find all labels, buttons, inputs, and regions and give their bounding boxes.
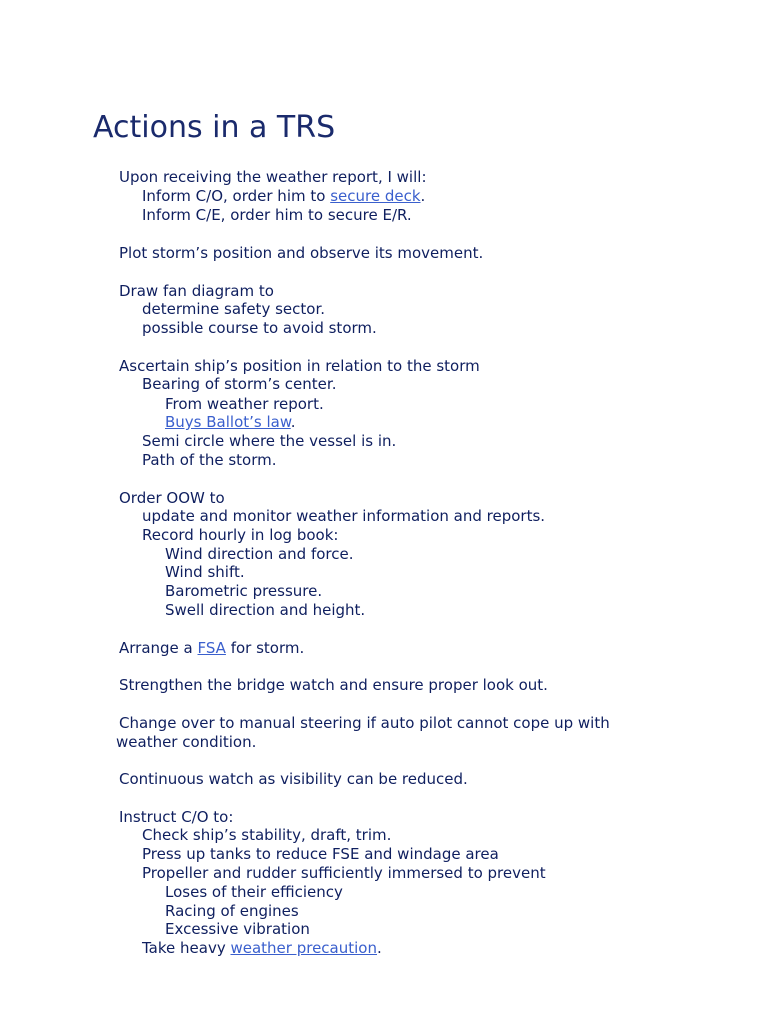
- change-over-line: Change over to manual steering if auto pilot cannot cope up with: [119, 714, 610, 732]
- wind-direction-line: Wind direction and force.: [165, 545, 354, 563]
- intro-line: Upon receiving the weather report, I will:: [119, 168, 427, 186]
- vibration-line: Excessive vibration: [165, 920, 310, 938]
- fsa-link[interactable]: FSA: [197, 639, 226, 657]
- fan-diagram-line: Draw fan diagram to: [119, 282, 274, 300]
- inform-co-text: Inform C/O, order him to: [142, 187, 331, 205]
- page-title: Actions in a TRS: [93, 110, 336, 145]
- continuous-watch-line: Continuous watch as visibility can be reduced.: [119, 770, 468, 788]
- arrange-suffix: for storm.: [225, 639, 305, 657]
- heavy-weather-line: [142, 939, 382, 958]
- buys-ballot-line: [165, 413, 296, 432]
- buys-ballot-period: .: [290, 413, 296, 431]
- arrange-fsa-line: [119, 639, 304, 658]
- take-heavy-period: .: [377, 939, 382, 957]
- path-line: Path of the storm.: [142, 451, 277, 469]
- take-heavy-text: Take heavy: [142, 939, 231, 957]
- check-stability-line: Check ship’s stability, draft, trim.: [142, 826, 392, 844]
- press-up-line: Press up tanks to reduce FSE and windage area: [142, 845, 499, 863]
- plot-storm-line: Plot storm’s position and observe its movement.: [119, 244, 484, 262]
- inform-ce-line: Inform C/E, order him to secure E/R.: [142, 206, 412, 224]
- inform-co-period: .: [420, 187, 426, 205]
- racing-line: Racing of engines: [165, 902, 299, 920]
- update-monitor-line: update and monitor weather information and reports.: [142, 507, 546, 525]
- secure-deck-link[interactable]: secure deck: [330, 187, 421, 205]
- semi-circle-line: Semi circle where the vessel is in.: [142, 432, 397, 450]
- wind-shift-line: Wind shift.: [165, 563, 245, 581]
- loses-line: Loses of their efficiency: [165, 883, 343, 901]
- weather-condition-line: weather condition.: [116, 733, 257, 751]
- from-report-line: From weather report.: [165, 395, 324, 413]
- possible-course-line: possible course to avoid storm.: [142, 319, 377, 337]
- arrange-text: Arrange a: [119, 639, 198, 657]
- bearing-line: Bearing of storm’s center.: [142, 375, 337, 393]
- order-oow-line: Order OOW to: [119, 489, 225, 507]
- weather-precaution-link[interactable]: weather precaution: [230, 939, 377, 957]
- barometric-line: Barometric pressure.: [165, 582, 323, 600]
- record-hourly-line: Record hourly in log book:: [142, 526, 339, 544]
- buys-ballot-link[interactable]: Buys Ballot’s law: [165, 413, 291, 431]
- propeller-line: Propeller and rudder sufficiently immersed to prevent: [142, 864, 546, 882]
- inform-co-line: [142, 187, 425, 206]
- ascertain-line: Ascertain ship’s position in relation to the storm: [119, 357, 480, 375]
- instruct-co-line: Instruct C/O to:: [119, 808, 234, 826]
- swell-line: Swell direction and height.: [165, 601, 366, 619]
- safety-sector-line: determine safety sector.: [142, 300, 325, 318]
- strengthen-line: Strengthen the bridge watch and ensure proper look out.: [119, 676, 548, 694]
